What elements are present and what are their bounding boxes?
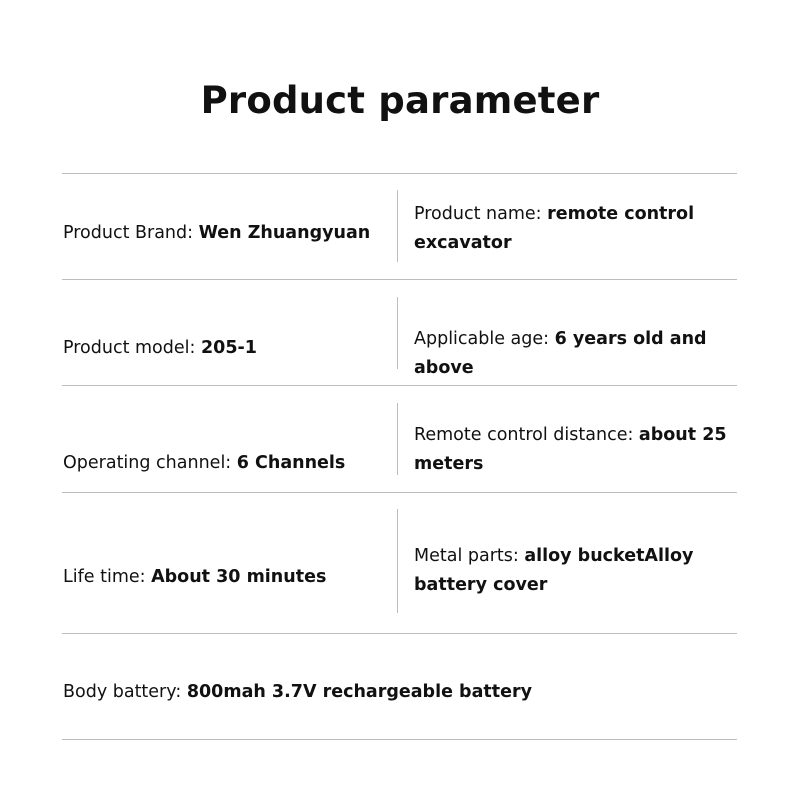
param-value: alloy bucketAlloy battery cover	[414, 546, 694, 595]
param-label: Product model:	[63, 338, 201, 358]
param-remote-distance	[414, 421, 754, 479]
param-life-time	[63, 563, 395, 592]
divider-row-4	[62, 633, 737, 634]
param-value: about 25 meters	[414, 425, 727, 474]
divider-top	[62, 173, 737, 174]
param-product-name	[414, 200, 754, 258]
param-value: Wen Zhuangyuan	[198, 223, 371, 243]
column-divider-row-4	[397, 509, 398, 613]
param-label: Remote control distance:	[414, 425, 639, 445]
param-value: 6 years old and above	[414, 329, 707, 378]
param-applicable-age	[414, 325, 754, 383]
column-divider-row-2	[397, 297, 398, 369]
column-divider-row-3	[397, 403, 398, 475]
column-divider-row-1	[397, 190, 398, 262]
param-label: Body battery:	[63, 682, 187, 702]
param-operating-channel	[63, 449, 395, 478]
param-value: remote control excavator	[414, 204, 695, 253]
divider-row-2	[62, 385, 737, 386]
param-label: Applicable age:	[414, 329, 555, 349]
param-value: About 30 minutes	[151, 567, 327, 587]
param-value: 800mah 3.7V rechargeable battery	[186, 682, 533, 702]
divider-row-3	[62, 492, 737, 493]
param-product-model	[63, 334, 395, 363]
param-body-battery	[63, 678, 723, 707]
param-product-brand	[63, 219, 395, 248]
param-label: Operating channel:	[63, 453, 237, 473]
page-title: Product parameter	[200, 79, 600, 122]
divider-bottom	[62, 739, 737, 740]
param-value: 6 Channels	[236, 453, 346, 473]
divider-row-1	[62, 279, 737, 280]
param-value: 205-1	[200, 338, 257, 358]
param-metal-parts	[414, 542, 754, 600]
param-label: Metal parts:	[414, 546, 525, 566]
param-label: Product Brand:	[63, 223, 199, 243]
param-label: Life time:	[63, 567, 152, 587]
param-label: Product name:	[414, 204, 548, 224]
